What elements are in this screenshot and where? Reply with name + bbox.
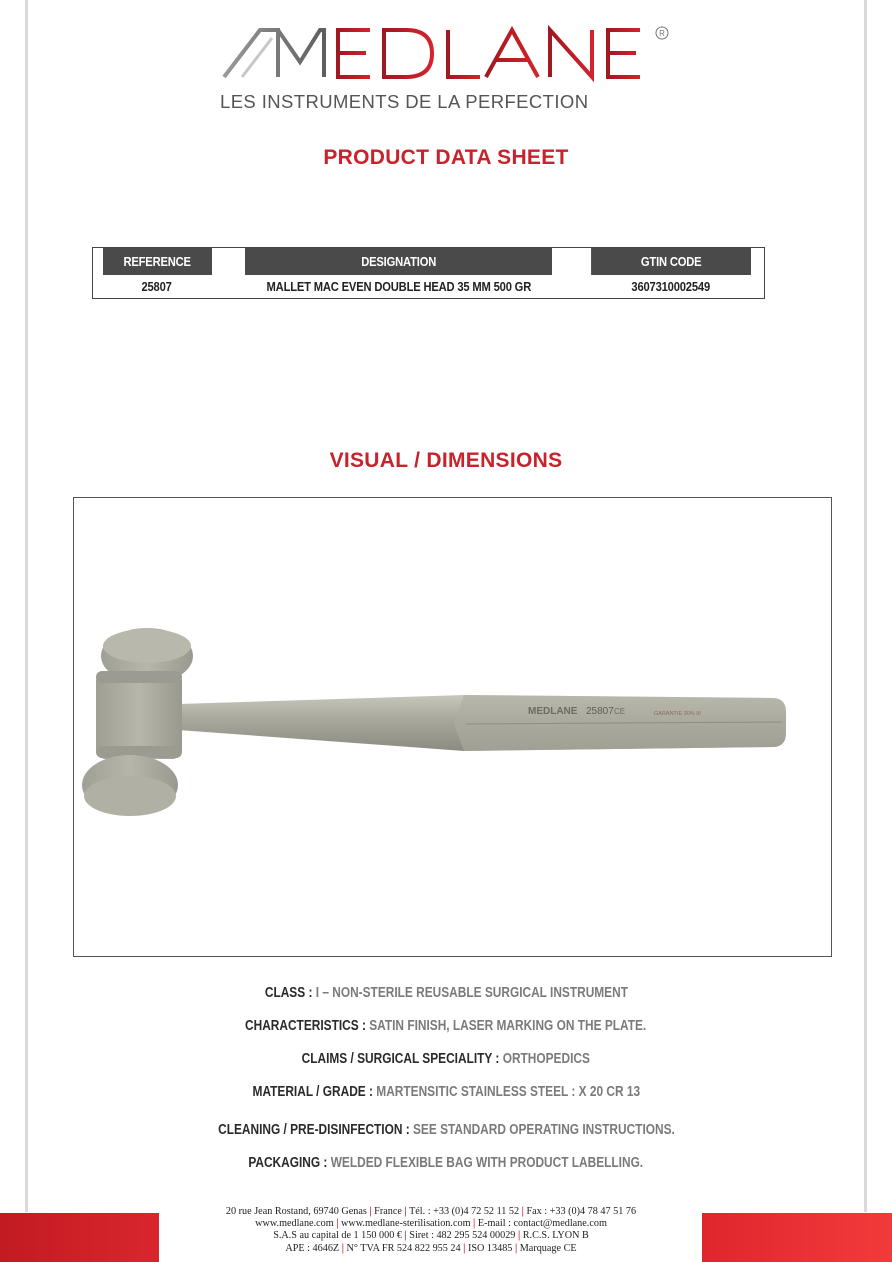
footer-line-address: 20 rue Jean Rostand, 69740 Genas | France | Tél. : +33 (0)4 72 52 11 52 | Fax : +33 (0)4 78 47 51 76 — [225, 1206, 637, 1217]
reference-table — [92, 247, 765, 299]
cell-gtin-code: 3607310002549 — [578, 275, 765, 299]
engraving-ce: CE — [614, 707, 626, 716]
header-reference: REFERENCE — [101, 248, 211, 275]
product-image-box — [73, 497, 832, 957]
svg-text:R: R — [659, 29, 665, 38]
cell-designation: MALLET MAC EVEN DOUBLE HEAD 35 MM 500 GR — [220, 275, 577, 299]
spec-characteristics: CHARACTERISTICS : SATIN FINISH, LASER MARKING ON THE PLATE. — [245, 1018, 647, 1034]
header-designation: DESIGNATION — [245, 248, 552, 275]
mallet-image — [74, 498, 830, 955]
spec-claims: CLAIMS / SURGICAL SPECIALITY : ORTHOPEDICS — [301, 1051, 591, 1067]
footer-red-bar-right — [702, 1213, 892, 1262]
engraving-ref: 25807 — [586, 706, 614, 717]
product-data-sheet-title: PRODUCT DATA SHEET — [323, 146, 569, 169]
cell-reference: 25807 — [93, 275, 221, 299]
spec-packaging: PACKAGING : WELDED FLEXIBLE BAG WITH PRODUCT LABELLING. — [248, 1155, 644, 1171]
footer-company-info — [170, 1206, 692, 1255]
spec-cleaning: CLEANING / PRE-DISINFECTION : SEE STANDARD OPERATING INSTRUCTIONS. — [217, 1122, 675, 1138]
visual-dimensions-title: VISUAL / DIMENSIONS — [329, 449, 563, 472]
spec-material: MATERIAL / GRADE : MARTENSITIC STAINLESS STEEL : X 20 CR 13 — [252, 1084, 640, 1100]
brand-tagline: LES INSTRUMENTS DE LA PERFECTION — [220, 91, 589, 112]
website-link[interactable]: www.medlane.com — [255, 1218, 334, 1230]
engraving-extra: GARANTIE 30% III — [654, 711, 701, 717]
footer-line-registration: APE : 4646Z | N° TVA FR 524 822 955 24 | ISO 13485 | Marquage CE — [285, 1242, 577, 1254]
footer-red-bar-left — [0, 1213, 159, 1262]
footer-line-legal: S.A.S au capital de 1 150 000 € | Siret : 482 295 524 00029 | R.C.S. LYON B — [273, 1230, 589, 1242]
table-row — [93, 275, 765, 299]
table-header-row — [93, 248, 765, 275]
spec-class: CLASS : I – NON-STERILE REUSABLE SURGICAL INSTRUMENT — [264, 985, 628, 1001]
footer-line-web: www.medlane.com | www.medlane-sterilisation.com | E-mail : contact@medlane.com — [255, 1218, 607, 1230]
email-link[interactable]: E-mail : contact@medlane.com — [477, 1218, 607, 1230]
header-gtin-code: GTIN CODE — [591, 248, 752, 275]
engraving-brand: MEDLANE — [528, 706, 578, 717]
sterilisation-website-link[interactable]: www.medlane-sterilisation.com — [341, 1218, 471, 1230]
